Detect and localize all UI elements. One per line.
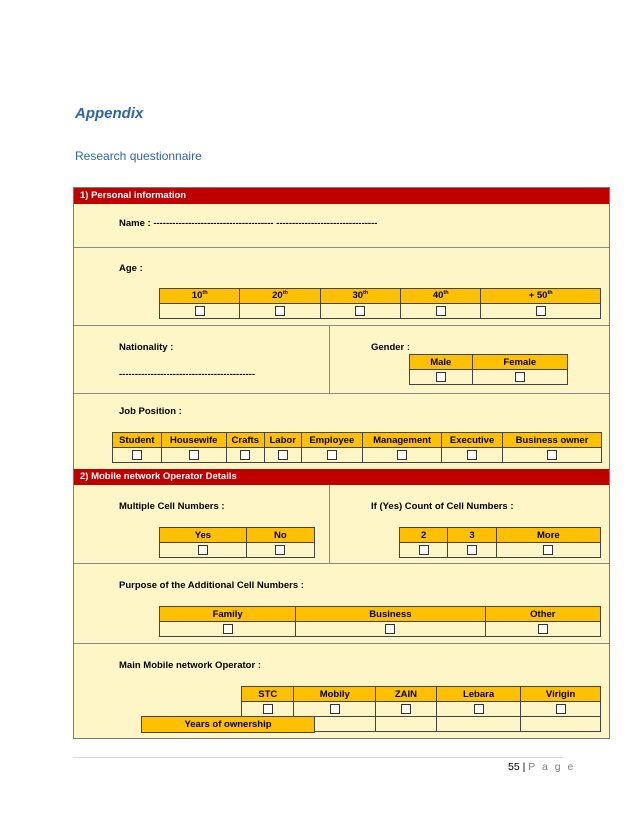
divider-vertical bbox=[329, 325, 330, 393]
job-option-cell bbox=[264, 448, 301, 463]
count-checkbox[interactable] bbox=[543, 545, 553, 555]
operator-checkbox[interactable] bbox=[401, 704, 411, 714]
job-checkbox[interactable] bbox=[240, 450, 250, 460]
divider bbox=[74, 325, 609, 326]
job-option-label: Employee bbox=[301, 433, 362, 448]
operator-option-cell bbox=[294, 702, 376, 717]
job-checkbox[interactable] bbox=[132, 450, 142, 460]
gender-option-label: Male bbox=[410, 355, 473, 370]
job-option-cell bbox=[442, 448, 503, 463]
job-option-cell bbox=[301, 448, 362, 463]
job-checkbox[interactable] bbox=[189, 450, 199, 460]
age-option-cell bbox=[401, 304, 481, 319]
job-option-cell bbox=[502, 448, 601, 463]
multiple-cell-label: Multiple Cell Numbers : bbox=[119, 501, 225, 512]
age-checkbox[interactable] bbox=[436, 306, 446, 316]
job-option-label: Student bbox=[113, 433, 162, 448]
gender-checkbox[interactable] bbox=[515, 372, 525, 382]
count-checkbox[interactable] bbox=[419, 545, 429, 555]
job-option-cell bbox=[363, 448, 442, 463]
multiple-cell-checkbox[interactable] bbox=[198, 545, 208, 555]
page-separator: | bbox=[522, 761, 526, 773]
age-options-table bbox=[159, 288, 601, 319]
purpose-option-label: Other bbox=[485, 607, 600, 622]
operator-option-cell bbox=[521, 702, 601, 717]
job-checkbox[interactable] bbox=[278, 450, 288, 460]
gender-option-cell bbox=[472, 370, 567, 385]
job-position-label: Job Position : bbox=[119, 406, 182, 417]
job-option-cell bbox=[113, 448, 162, 463]
divider bbox=[74, 393, 609, 394]
multiple-options-table bbox=[159, 527, 315, 558]
age-option-label: 20th bbox=[240, 289, 320, 304]
divider bbox=[74, 643, 609, 644]
age-option-cell bbox=[481, 304, 601, 319]
count-option-label: 3 bbox=[448, 528, 496, 543]
years-of-ownership-label: Years of ownership bbox=[141, 716, 315, 733]
divider bbox=[74, 563, 609, 564]
years-of-ownership-cell[interactable] bbox=[436, 717, 520, 732]
years-of-ownership-cell[interactable] bbox=[521, 717, 601, 732]
count-option-cell bbox=[448, 543, 496, 558]
purpose-options-table bbox=[159, 606, 601, 637]
operator-checkbox[interactable] bbox=[474, 704, 484, 714]
job-options-table bbox=[112, 432, 602, 463]
count-option-cell bbox=[400, 543, 448, 558]
count-label: If (Yes) Count of Cell Numbers : bbox=[371, 501, 514, 512]
count-checkbox[interactable] bbox=[467, 545, 477, 555]
age-option-label: + 50th bbox=[481, 289, 601, 304]
operator-option-label: STC bbox=[242, 687, 294, 702]
appendix-heading: Appendix bbox=[75, 105, 144, 122]
subtitle: Research questionnaire bbox=[75, 149, 202, 163]
operator-option-label: ZAIN bbox=[376, 687, 437, 702]
purpose-checkbox[interactable] bbox=[385, 624, 395, 634]
purpose-checkbox[interactable] bbox=[223, 624, 233, 634]
footer-rule bbox=[73, 757, 563, 758]
age-label: Age : bbox=[119, 263, 143, 274]
page-number: 55 bbox=[508, 761, 520, 773]
job-option-label: Crafts bbox=[226, 433, 264, 448]
count-option-label: More bbox=[496, 528, 600, 543]
operator-checkbox[interactable] bbox=[330, 704, 340, 714]
age-option-cell bbox=[240, 304, 320, 319]
age-checkbox[interactable] bbox=[355, 306, 365, 316]
job-checkbox[interactable] bbox=[397, 450, 407, 460]
operator-option-cell bbox=[376, 702, 437, 717]
age-checkbox[interactable] bbox=[536, 306, 546, 316]
name-label: Name : -------------------------------------- -------------------------------- bbox=[119, 218, 378, 229]
operator-checkbox[interactable] bbox=[556, 704, 566, 714]
gender-checkbox[interactable] bbox=[436, 372, 446, 382]
job-option-label: Housewife bbox=[161, 433, 226, 448]
page-footer bbox=[508, 761, 575, 773]
purpose-checkbox[interactable] bbox=[538, 624, 548, 634]
multiple-cell-checkbox[interactable] bbox=[275, 545, 285, 555]
job-checkbox[interactable] bbox=[547, 450, 557, 460]
gender-option-label: Female bbox=[472, 355, 567, 370]
age-option-label: 10th bbox=[160, 289, 240, 304]
operator-checkbox[interactable] bbox=[263, 704, 273, 714]
nationality-label: Nationality : bbox=[119, 342, 174, 353]
count-options-table bbox=[399, 527, 601, 558]
page-word: P a g e bbox=[528, 761, 576, 773]
age-option-label: 40th bbox=[401, 289, 481, 304]
count-option-cell bbox=[496, 543, 600, 558]
operator-option-cell bbox=[436, 702, 520, 717]
multiple-cell-option-cell bbox=[246, 543, 314, 558]
operator-label: Main Mobile network Operator : bbox=[119, 660, 261, 671]
job-option-label: Management bbox=[363, 433, 442, 448]
divider bbox=[74, 247, 609, 248]
operator-option-cell bbox=[242, 702, 294, 717]
multiple-cell-option-label: Yes bbox=[160, 528, 247, 543]
age-checkbox[interactable] bbox=[195, 306, 205, 316]
age-checkbox[interactable] bbox=[275, 306, 285, 316]
job-option-cell bbox=[226, 448, 264, 463]
job-option-label: Labor bbox=[264, 433, 301, 448]
divider-vertical bbox=[329, 485, 330, 563]
operator-option-label: Lebara bbox=[436, 687, 520, 702]
purpose-option-cell bbox=[296, 622, 485, 637]
job-option-cell bbox=[161, 448, 226, 463]
multiple-cell-option-label: No bbox=[246, 528, 314, 543]
purpose-option-cell bbox=[160, 622, 296, 637]
purpose-option-label: Family bbox=[160, 607, 296, 622]
job-option-label: Executive bbox=[442, 433, 503, 448]
age-option-cell bbox=[160, 304, 240, 319]
job-checkbox[interactable] bbox=[327, 450, 337, 460]
gender-option-cell bbox=[410, 370, 473, 385]
count-option-label: 2 bbox=[400, 528, 448, 543]
years-of-ownership-cell[interactable] bbox=[376, 717, 437, 732]
job-option-label: Business owner bbox=[502, 433, 601, 448]
operator-option-label: Mobily bbox=[294, 687, 376, 702]
purpose-label: Purpose of the Additional Cell Numbers : bbox=[119, 580, 304, 591]
section2-header: 2) Mobile network Operator Details bbox=[74, 469, 609, 485]
age-option-cell bbox=[320, 304, 400, 319]
purpose-option-cell bbox=[485, 622, 600, 637]
purpose-option-label: Business bbox=[296, 607, 485, 622]
job-checkbox[interactable] bbox=[467, 450, 477, 460]
operator-option-label: Virigin bbox=[521, 687, 601, 702]
multiple-cell-option-cell bbox=[160, 543, 247, 558]
gender-label: Gender : bbox=[371, 342, 411, 353]
age-option-label: 30th bbox=[320, 289, 400, 304]
nationality-line: ------------------------------------------- bbox=[119, 369, 256, 380]
section1-header: 1) Personal information bbox=[74, 188, 609, 204]
questionnaire-form bbox=[73, 187, 610, 739]
gender-options-table bbox=[409, 354, 568, 385]
